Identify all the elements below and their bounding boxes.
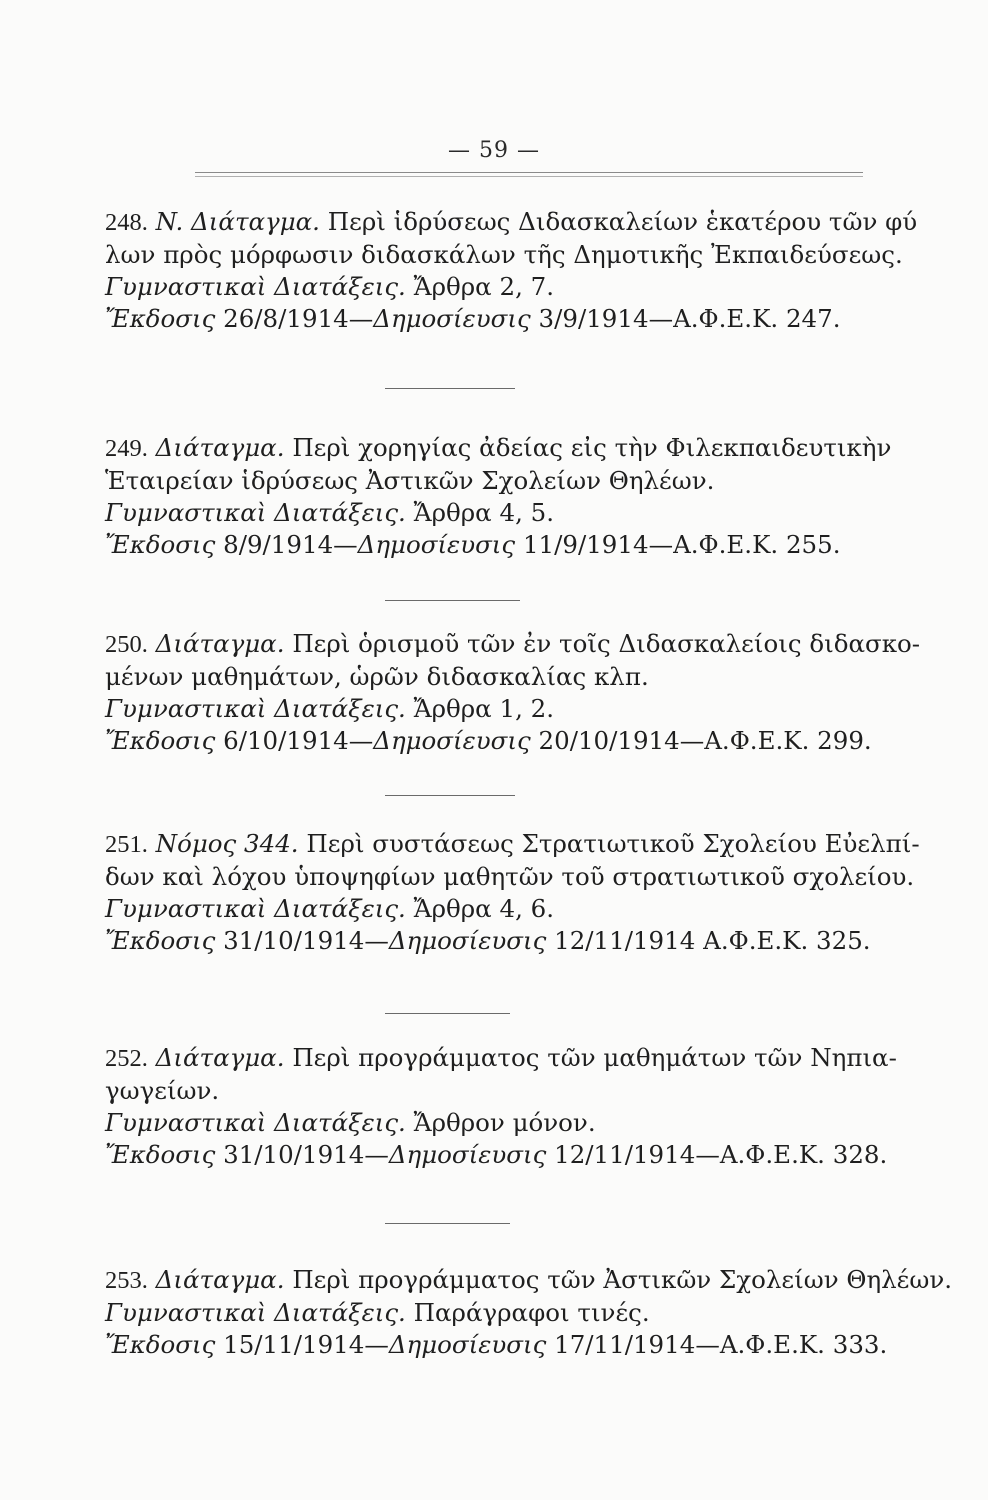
entry-250	[105, 628, 921, 757]
entry-provisions	[105, 1107, 895, 1139]
entry-kind: Νόμος 344.	[155, 829, 299, 858]
gazette-ref: Α.Φ.Ε.Κ. 247.	[673, 304, 841, 333]
provisions-label: Γυμναστικαὶ Διατάξεις.	[105, 498, 406, 527]
issue-label: Ἔκδοσις	[105, 926, 216, 955]
publication-date: 12/11/1914	[554, 1140, 696, 1169]
provisions-label: Γυμναστικαὶ Διατάξεις.	[105, 1298, 406, 1327]
issue-date: 26/8/1914	[223, 304, 349, 333]
provisions-value: Ἄρθρα 4, 6.	[413, 894, 555, 923]
entry-kind: Διάταγμα.	[155, 1043, 285, 1072]
entry-provisions	[105, 497, 895, 529]
publication-label: Δημοσίευσις	[388, 926, 547, 955]
entry-number: 251.	[105, 831, 148, 858]
provisions-value: Ἄρθρα 1, 2.	[413, 694, 555, 723]
entry-title-line: γωγείων.	[105, 1076, 220, 1105]
issue-label: Ἔκδοσις	[105, 726, 216, 755]
publication-label: Δημοσίευσις	[357, 530, 516, 559]
publication-label: Δημοσίευσις	[373, 726, 531, 755]
entry-248	[105, 206, 918, 335]
entry-kind: Διάταγμα.	[155, 433, 285, 462]
entry-first-line	[105, 1042, 895, 1075]
publication-label: Δημοσίευσις	[388, 1140, 547, 1169]
provisions-value: Ἄρθρα 2, 7.	[413, 272, 555, 301]
entry-title-line: Περὶ χορηγίας ἀδείας εἰς τὴν Φιλεκπαιδευτικὴν	[292, 433, 892, 462]
entry-publication: Ἔκδοσις 31/10/1914—Δημοσίευσις 12/11/1914 Α.Φ.Ε.Κ. 325.	[105, 926, 871, 955]
entry-number: 252.	[105, 1045, 148, 1072]
gazette-ref: Α.Φ.Ε.Κ. 328.	[719, 1140, 888, 1169]
entry-title-line: Περὶ προγράμματος τῶν Ἀστικῶν Σχολείων Θηλέων.	[292, 1265, 953, 1294]
issue-label: Ἔκδοσις	[105, 1330, 216, 1359]
entry-title-line: δων καὶ λόχου ὑποψηφίων μαθητῶν τοῦ στρατιωτικοῦ σχολείου.	[105, 862, 915, 891]
publication-label: Δημοσίευσις	[373, 304, 531, 333]
gazette-ref: Α.Φ.Ε.Κ. 333.	[719, 1330, 888, 1359]
provisions-label: Γυμναστικαὶ Διατάξεις.	[105, 694, 406, 723]
entry-provisions	[105, 1297, 895, 1329]
entry-first-line	[105, 1264, 953, 1297]
gazette-ref: Α.Φ.Ε.Κ. 325.	[703, 926, 871, 955]
entry-first-line	[105, 206, 918, 239]
entry-separator	[385, 1013, 510, 1014]
entry-number: 249.	[105, 435, 148, 462]
issue-date: 8/9/1914	[223, 530, 334, 559]
entry-number: 248.	[105, 209, 148, 236]
entry-publication: Ἔκδοσις 31/10/1914—Δημοσίευσις 12/11/1914—Α.Φ.Ε.Κ. 328.	[105, 1140, 888, 1169]
provisions-value: Ἄρθρον μόνον.	[413, 1108, 596, 1137]
entry-publication: Ἔκδοσις 26/8/1914—Δημοσίευσις 3/9/1914—Α.Φ.Ε.Κ. 247.	[105, 304, 841, 333]
provisions-label: Γυμναστικαὶ Διατάξεις.	[105, 272, 406, 301]
issue-date: 31/10/1914	[223, 1140, 365, 1169]
provisions-value: Παράγραφοι τινές.	[413, 1298, 650, 1327]
entry-publication: Ἔκδοσις 15/11/1914—Δημοσίευσις 17/11/1914—Α.Φ.Ε.Κ. 333.	[105, 1330, 888, 1359]
entry-252	[105, 1042, 895, 1171]
entry-title-line: Ἑταιρείαν ἱδρύσεως Ἀστικῶν Σχολείων Θηλέων.	[105, 466, 715, 495]
entry-separator	[385, 388, 515, 389]
provisions-label: Γυμναστικαὶ Διατάξεις.	[105, 1108, 406, 1137]
gazette-ref: Α.Φ.Ε.Κ. 255.	[673, 530, 841, 559]
publication-date: 3/9/1914	[538, 304, 649, 333]
entry-title-line: Περὶ συστάσεως Στρατιωτικοῦ Σχολείου Εὐελπί-	[306, 829, 920, 858]
entry-kind: N. Διάταγμα.	[155, 207, 320, 236]
entry-251	[105, 828, 920, 957]
entry-title-line: Περὶ ἱδρύσεως Διδασκαλείων ἑκατέρου τῶν φύ	[327, 207, 918, 236]
gazette-ref: Α.Φ.Ε.Κ. 299.	[704, 726, 872, 755]
header-rule	[195, 172, 863, 173]
publication-label: Δημοσίευσις	[388, 1330, 547, 1359]
entry-provisions	[105, 693, 895, 725]
entry-provisions	[105, 893, 895, 925]
issue-label: Ἔκδοσις	[105, 304, 216, 333]
page-number: — 59 —	[448, 138, 540, 163]
issue-date: 6/10/1914	[223, 726, 349, 755]
publication-date: 11/9/1914	[522, 530, 649, 559]
entry-249	[105, 432, 895, 561]
entry-title-line: Περὶ προγράμματος τῶν μαθημάτων τῶν Νηπια-	[292, 1043, 897, 1072]
issue-date: 15/11/1914	[223, 1330, 365, 1359]
provisions-label: Γυμναστικαὶ Διατάξεις.	[105, 894, 406, 923]
entry-first-line	[105, 432, 895, 465]
entry-kind: Διάταγμα.	[155, 629, 285, 658]
header-rule-secondary	[195, 176, 863, 177]
entry-number: 253.	[105, 1267, 148, 1294]
publication-date: 12/11/1914	[554, 926, 696, 955]
entry-first-line	[105, 628, 921, 661]
entry-provisions	[105, 271, 895, 303]
entry-title-line: Περὶ ὁρισμοῦ τῶν ἐν τοῖς Διδασκαλείοις διδασκο-	[292, 629, 921, 658]
entry-kind: Διάταγμα.	[155, 1265, 285, 1294]
entry-title-line: λων πρὸς μόρφωσιν διδασκάλων τῆς Δημοτικῆς Ἐκπαιδεύσεως.	[105, 240, 903, 269]
entry-first-line	[105, 828, 920, 861]
entry-separator	[385, 795, 515, 796]
entry-separator	[385, 600, 520, 601]
publication-date: 17/11/1914	[554, 1330, 696, 1359]
issue-label: Ἔκδοσις	[105, 1140, 216, 1169]
issue-label: Ἔκδοσις	[105, 530, 216, 559]
entry-publication: Ἔκδοσις 6/10/1914—Δημοσίευσις 20/10/1914—Α.Φ.Ε.Κ. 299.	[105, 726, 872, 755]
issue-date: 31/10/1914	[223, 926, 365, 955]
entry-separator	[385, 1223, 510, 1224]
entry-253	[105, 1264, 953, 1361]
provisions-value: Ἄρθρα 4, 5.	[413, 498, 555, 527]
publication-date: 20/10/1914	[538, 726, 680, 755]
entry-title-line: μένων μαθημάτων, ὡρῶν διδασκαλίας κλπ.	[105, 662, 649, 691]
entry-publication: Ἔκδοσις 8/9/1914—Δημοσίευσις 11/9/1914—Α.Φ.Ε.Κ. 255.	[105, 530, 841, 559]
entry-number: 250.	[105, 631, 148, 658]
